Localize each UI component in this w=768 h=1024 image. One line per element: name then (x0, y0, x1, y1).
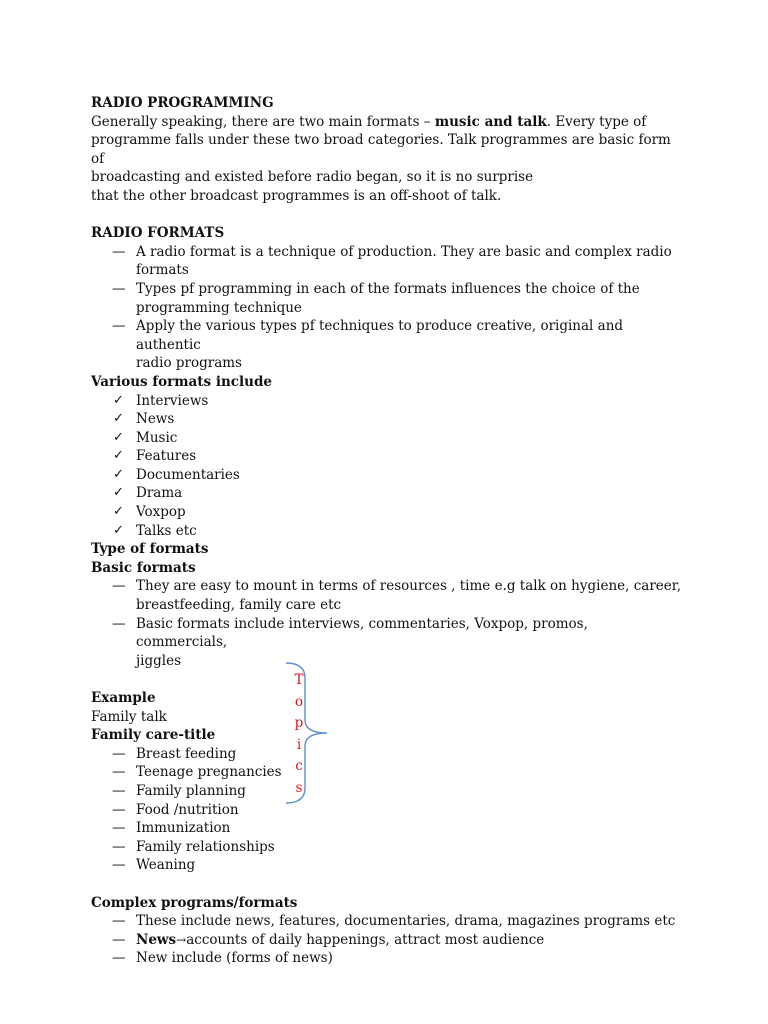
intro-line-3: broadcasting and existed before radio began, so it is no surprise (91, 169, 534, 186)
arrow-right-icon: → (176, 932, 187, 947)
dash-bullet: — (112, 615, 126, 632)
dash-bullet: — (112, 801, 126, 818)
list-item: — Weaning (112, 857, 196, 874)
dash-bullet: — (112, 838, 126, 855)
dash-bullet: — (112, 243, 126, 260)
list-item: ✓ News (113, 411, 175, 428)
intro-paragraph (91, 113, 681, 132)
list-item: — Breast feeding (112, 745, 237, 762)
list-item: ✓ Documentaries (113, 466, 240, 483)
list-item: — They are easy to mount in terms of resources , time e.g talk on hygiene, career, breastfeeding, family care etc (112, 578, 682, 614)
heading-basic-formats: Basic formats (91, 559, 196, 576)
intro-line-2: programme falls under these two broad categories. Talk programmes are basic form of (91, 132, 671, 167)
list-item: — Basic formats include interviews, commentaries, Voxpop, promos, commercials, jiggles (112, 615, 588, 669)
dash-bullet: — (112, 782, 126, 799)
list-item: ✓ Voxpop (113, 504, 186, 521)
heading-radio-formats: RADIO FORMATS (91, 225, 225, 242)
family-care-list (91, 745, 681, 875)
heading-complex-formats: Complex programs/formats (91, 894, 298, 911)
document-body (91, 94, 681, 968)
dash-bullet: — (112, 857, 126, 874)
list-item: ✓ Drama (113, 485, 183, 502)
list-item: ✓ Features (113, 448, 197, 465)
list-item: — New include (forms of news) (112, 950, 333, 967)
list-item: — Food /nutrition (112, 801, 239, 818)
dash-bullet: — (112, 280, 126, 297)
check-icon: ✓ (113, 429, 124, 445)
intro-text-1: Generally speaking, there are two main formats – (91, 113, 435, 130)
topics-label: T o p i c s (294, 672, 304, 796)
complex-formats-list (91, 912, 681, 968)
dash-bullet: — (112, 931, 126, 948)
dash-bullet: — (112, 318, 126, 335)
dash-bullet: — (112, 950, 126, 967)
formats-list (91, 243, 681, 373)
intro-text-2: . Every type of (546, 113, 647, 130)
intro-bold-music-talk: music and talk (434, 113, 547, 130)
family-talk-text: Family talk (91, 708, 167, 725)
heading-various-formats: Various formats include (91, 373, 272, 390)
dash-bullet: — (112, 578, 126, 595)
various-formats-list (91, 392, 681, 541)
check-icon: ✓ (113, 504, 124, 520)
heading-example: Example (91, 690, 156, 706)
check-icon: ✓ (113, 522, 124, 538)
check-icon: ✓ (113, 485, 124, 501)
list-item: — Teenage pregnancies (112, 764, 282, 781)
check-icon: ✓ (113, 411, 124, 427)
list-item: — A radio format is a technique of production. They are basic and complex radio formats (112, 243, 672, 279)
right-curly-brace (283, 660, 335, 808)
dash-bullet: — (112, 745, 126, 762)
list-item: — Types pf programming in each of the formats influences the choice of the programming technique (112, 280, 640, 316)
list-item: ✓ Talks etc (113, 522, 197, 539)
check-icon: ✓ (113, 392, 124, 408)
heading-type-of-formats: Type of formats (91, 541, 209, 558)
heading-family-care-title: Family care-title (91, 727, 216, 744)
check-icon: ✓ (113, 466, 124, 482)
list-item: ✓ Interviews (113, 392, 209, 409)
intro-line-4: that the other broadcast programmes is an off-shoot of talk. (91, 187, 502, 204)
list-item: — These include news, features, documentaries, drama, magazines programs etc (112, 913, 676, 930)
list-item: — Apply the various types pf techniques to produce creative, original and authentic radio programs (112, 318, 624, 372)
list-item: — Family relationships (112, 838, 275, 855)
list-item: — Family planning (112, 782, 246, 799)
dash-bullet: — (112, 820, 126, 837)
dash-bullet: — (112, 764, 126, 781)
list-item: — News→accounts of daily happenings, attract most audience (112, 931, 545, 948)
heading-radio-programming: RADIO PROGRAMMING (91, 95, 274, 111)
dash-bullet: — (112, 913, 126, 930)
basic-formats-list (91, 577, 681, 670)
list-item: ✓ Music (113, 429, 178, 446)
list-item: — Immunization (112, 820, 231, 837)
news-bold: News (136, 931, 177, 948)
check-icon: ✓ (113, 448, 124, 464)
